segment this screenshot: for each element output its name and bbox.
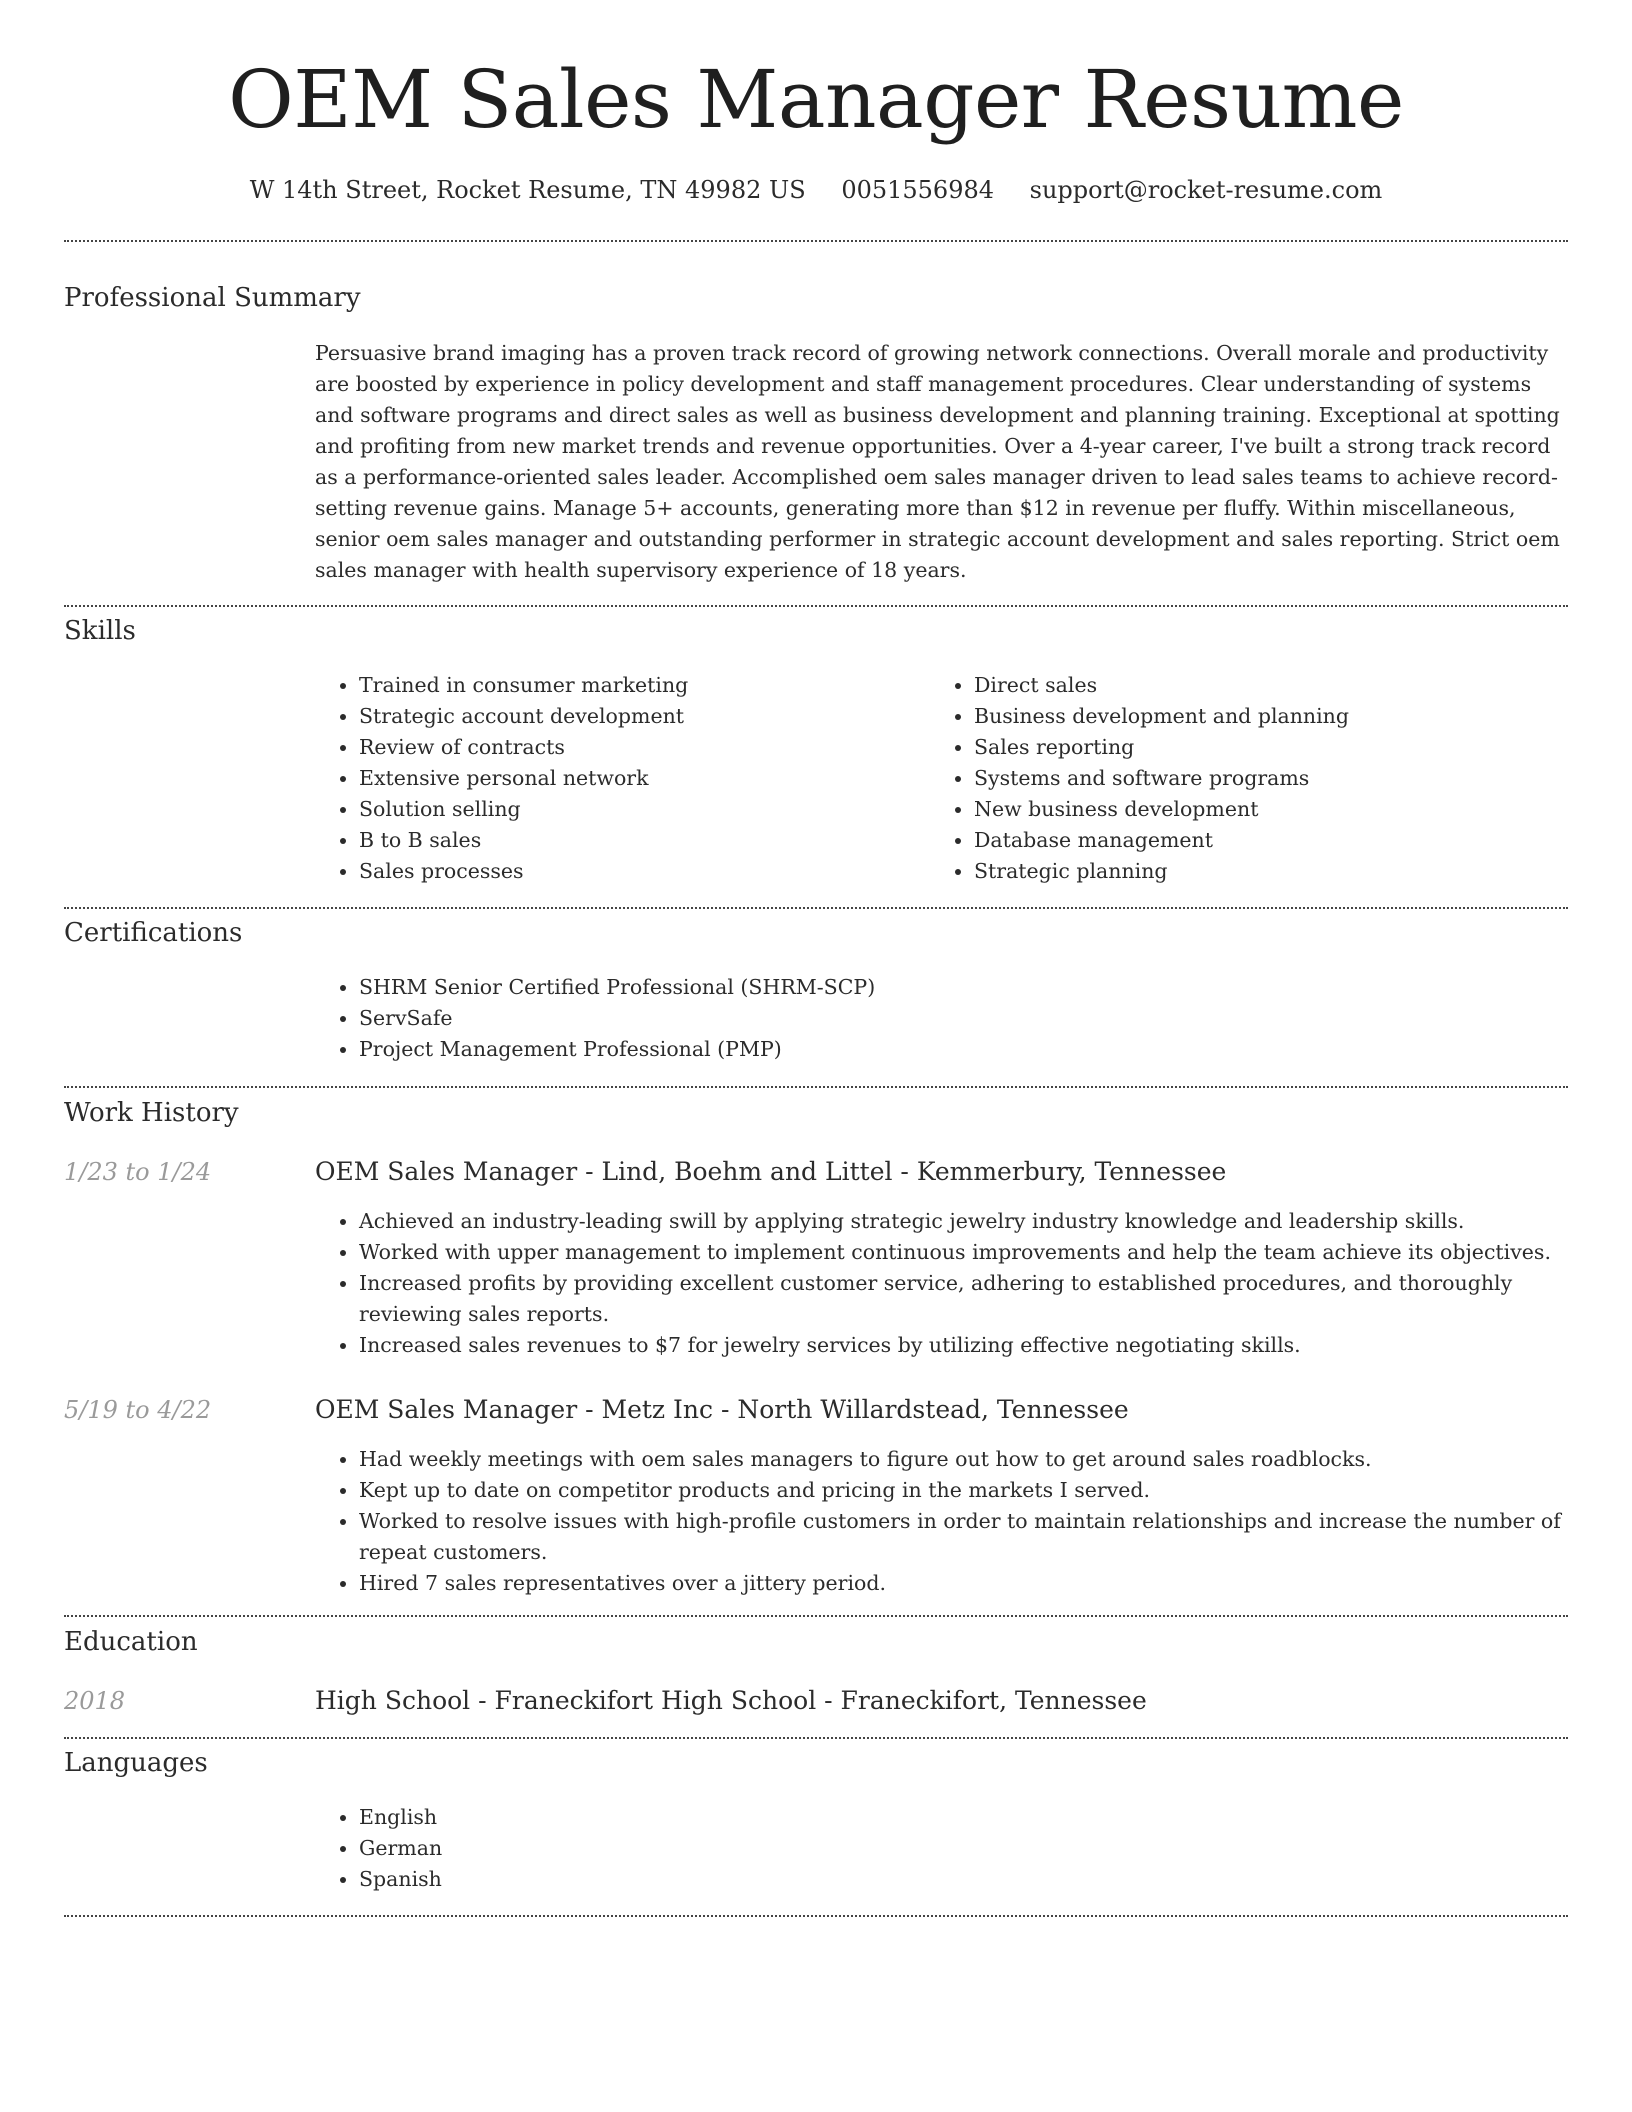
contact-line [0, 170, 1632, 210]
education-year: 2018 [64, 1687, 126, 1715]
divider [64, 1615, 1568, 1617]
list-item: • Trained in consumer marketing [359, 670, 919, 701]
list-item: • Business development and planning [974, 701, 1594, 732]
list-item: • English [359, 1802, 959, 1833]
divider [64, 1915, 1568, 1917]
list-item: • Database management [974, 825, 1594, 856]
certifications-heading: Certifications [64, 918, 243, 948]
job-title: OEM Sales Manager - Metz Inc - North Willardstead, Tennessee [315, 1395, 1129, 1424]
skills-heading: Skills [64, 616, 136, 646]
education-title: High School - Franeckifort High School - Franeckifort, Tennessee [315, 1686, 1147, 1715]
list-item: • Strategic planning [974, 856, 1594, 887]
job-bullets [315, 1444, 1609, 1599]
contact-phone: 0051556984 [841, 176, 995, 204]
list-item: • Solution selling [359, 794, 919, 825]
list-item: • Project Management Professional (PMP) [359, 1034, 1559, 1065]
list-item: • Worked to resolve issues with high-profile customers in order to maintain relationships and increase the number of repeat customers. [359, 1506, 1609, 1568]
job-bullets [315, 1206, 1609, 1361]
languages-list [315, 1802, 959, 1895]
list-item: • Sales reporting [974, 732, 1594, 763]
list-item: • Spanish [359, 1864, 959, 1895]
list-item: • Kept up to date on competitor products and pricing in the markets I served. [359, 1475, 1609, 1506]
list-item: • Had weekly meetings with oem sales managers to figure out how to get around sales roadblocks. [359, 1444, 1609, 1475]
job-title: OEM Sales Manager - Lind, Boehm and Littel - Kemmerbury, Tennessee [315, 1157, 1227, 1186]
divider [64, 1086, 1568, 1088]
summary-heading: Professional Summary [64, 283, 361, 313]
list-item: • Hired 7 sales representatives over a jittery period. [359, 1568, 1609, 1599]
list-item: • B to B sales [359, 825, 919, 856]
divider [64, 1737, 1568, 1739]
list-item: • ServSafe [359, 1003, 1559, 1034]
list-item: • Systems and software programs [974, 763, 1594, 794]
job-dates: 1/23 to 1/24 [64, 1158, 212, 1186]
skills-list-left [315, 670, 919, 887]
job-dates: 5/19 to 4/22 [64, 1396, 212, 1424]
list-item: • Review of contracts [359, 732, 919, 763]
list-item: • New business development [974, 794, 1594, 825]
work-heading: Work History [64, 1098, 239, 1128]
list-item: • SHRM Senior Certified Professional (SHRM-SCP) [359, 972, 1559, 1003]
contact-address: W 14th Street, Rocket Resume, TN 49982 US [249, 176, 806, 204]
contact-email[interactable]: support@rocket-resume.com [1029, 176, 1383, 204]
page-title: OEM Sales Manager Resume [228, 53, 1404, 146]
skills-list-right [930, 670, 1594, 887]
divider [64, 605, 1568, 607]
languages-heading: Languages [64, 1748, 208, 1778]
education-heading: Education [64, 1627, 198, 1657]
summary-text: Persuasive brand imaging has a proven track record of growing network connections. Overall morale and productivity are boosted by experience in policy development and staff management procedures. Clear understanding of systems and software programs and direct sales as well as business development and planning training. Exceptional at spotting and profiting from new market trends and revenue opportunities. Over a 4-year career, I've built a strong track record as a performance-oriented sales leader. Accomplished oem sales manager driven to lead sales teams to achieve record-setting revenue gains. Manage 5+ accounts, generating more than $12 in revenue per fluffy. Within miscellaneous, senior oem sales manager and outstanding performer in strategic account development and sales reporting. Strict oem sales manager with health supervisory experience of 18 years. [315, 341, 1560, 582]
divider [64, 907, 1568, 909]
list-item: • Increased sales revenues to $7 for jewelry services by utilizing effective negotiating skills. [359, 1330, 1609, 1361]
list-item: • Direct sales [974, 670, 1594, 701]
list-item: • Achieved an industry-leading swill by applying strategic jewelry industry knowledge and leadership skills. [359, 1206, 1609, 1237]
list-item: • Sales processes [359, 856, 919, 887]
certifications-list [315, 972, 1559, 1065]
divider [64, 240, 1568, 242]
list-item: • German [359, 1833, 959, 1864]
list-item: • Increased profits by providing excellent customer service, adhering to established procedures, and thoroughly reviewing sales reports. [359, 1268, 1609, 1330]
list-item: • Worked with upper management to implement continuous improvements and help the team achieve its objectives. [359, 1237, 1609, 1268]
list-item: • Strategic account development [359, 701, 919, 732]
list-item: • Extensive personal network [359, 763, 919, 794]
